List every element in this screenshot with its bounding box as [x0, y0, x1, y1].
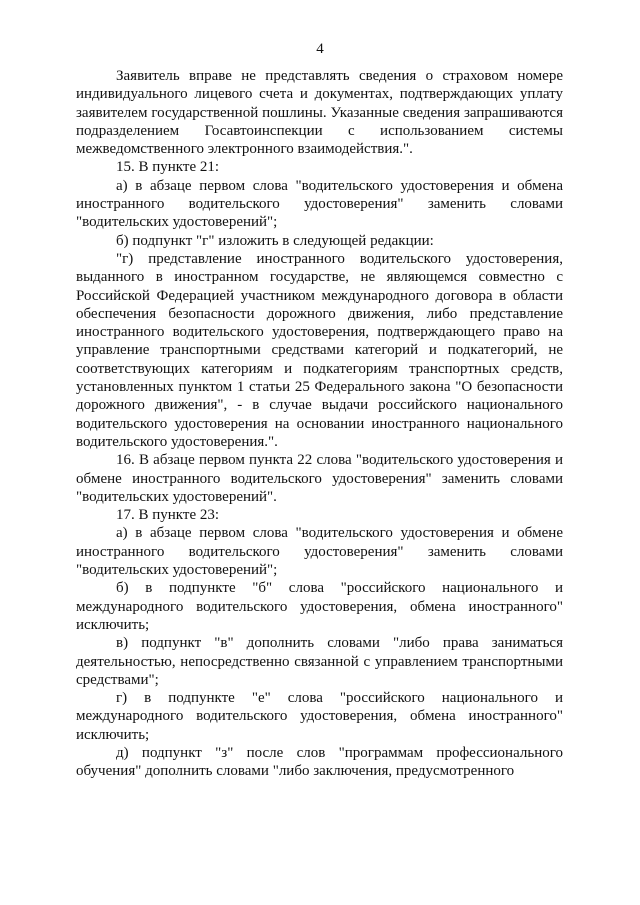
document-body [76, 67, 563, 781]
paragraph-item-15: 15. В пункте 21: [116, 159, 220, 176]
paragraph-item-17-a: а) в абзаце первом слова "водительского удостоверения и обмене иностранного водительского удостоверения" заменить словами "водительских удостоверений"; [76, 525, 563, 579]
page-number: 4 [316, 41, 324, 57]
paragraph-item-17: 17. В пункте 23: [116, 507, 220, 524]
paragraph-item-17-g: г) в подпункте "е" слова "российского национального и международного водительского удостоверения, обмена иностранного" исключить; [76, 690, 563, 743]
paragraph-applicant-rights: Заявитель вправе не представлять сведения о страховом номере индивидуального лицевого счета и документах, подтверждающих уплату заявителем государственной пошлины. Указанные сведения запрашиваются подразделением Госавтоинспекции с использованием системы межведомственного электронного взаимодействия.". [76, 68, 563, 158]
paragraph-item-17-v: в) подпункт "в" дополнить словами "либо права заниматься деятельностью, непосредственно связанной с управлением транспортными средствами"; [76, 635, 563, 688]
paragraph-item-17-d: д) подпункт "з" после слов "программам профессионального обучения" дополнить словами "либо заключения, предусмотренного [76, 744, 563, 780]
paragraph-subitem-g-text: "г) представление иностранного водительского удостоверения, выданного в иностранном государстве, не являющемся совместно с Российской Федерацией участником международного договора в области обеспечения безопасности дорожного движения, либо представление иностранного водительского удостоверения, подтверждающего право на управление транспортными средствами категорий и подкатегорий, не соответствующих категориям и подкатегориям транспортных средств, установленных пунктом 1 статьи 25 Федерального закона "О безопасности дорожного движения", - в случае выдачи российского национального водительского удостоверения на основании иностранного национального водительского удостоверения.". [76, 250, 563, 450]
paragraph-item-15-b: б) подпункт "г" изложить в следующей редакции: [116, 232, 434, 249]
paragraph-item-17-b: б) в подпункте "б" слова "российского национального и международного водительского удостоверения, обмена иностранного" исключить; [76, 580, 563, 633]
paragraph-item-15-a: а) в абзаце первом слова "водительского удостоверения и обмена иностранного водительского удостоверения" заменить словами "водительских удостоверений"; [76, 177, 563, 231]
paragraph-item-16: 16. В абзаце первом пункта 22 слова "водительского удостоверения и обмене иностранного водительского удостоверения" заменить словами "водительских удостоверений". [76, 452, 563, 505]
